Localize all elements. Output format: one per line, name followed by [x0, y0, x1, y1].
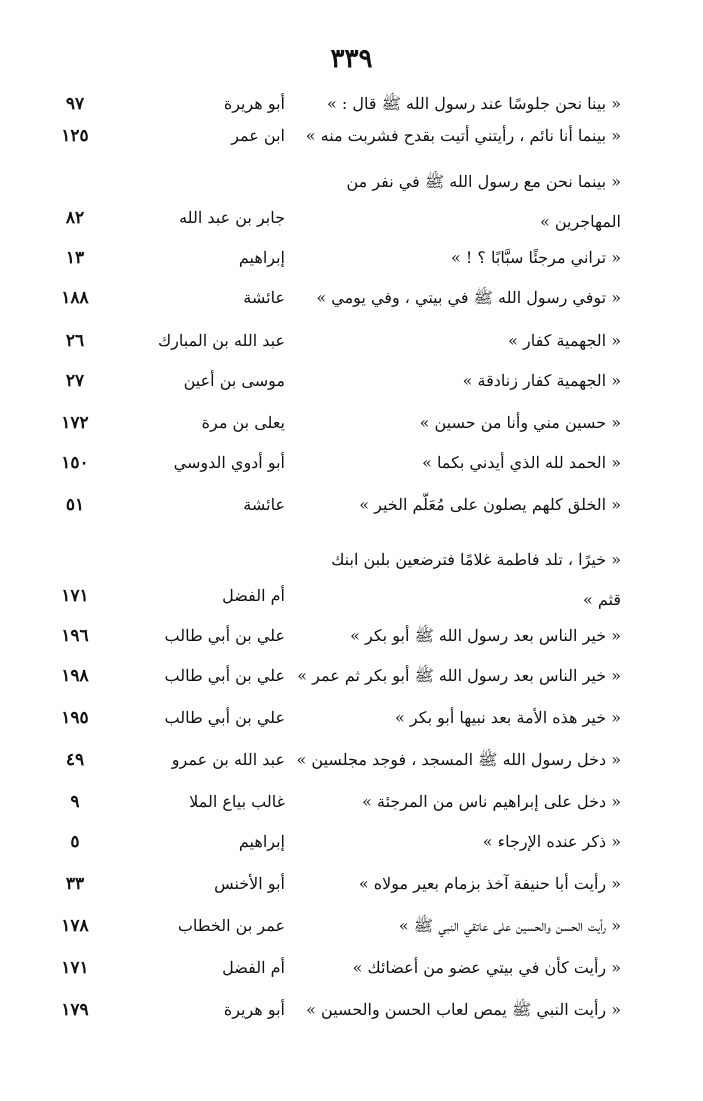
page-reference: ١٣: [65, 248, 85, 268]
page-reference: ١٧٩: [61, 1000, 89, 1020]
hadith-text: « دخل رسول الله ﷺ المسجد ، فوجد مجلسين »: [296, 750, 621, 769]
narrator-name: أم الفضل: [222, 586, 285, 605]
hadith-text: « بينا نحن جلوسًا عند رسول الله ﷺ قال : »: [327, 94, 621, 113]
page-reference: ٤٩: [65, 750, 85, 770]
hadith-text: « خير الناس بعد رسول الله ﷺ أبو بكر ثم عمر »: [297, 666, 621, 685]
hadith-text: « دخل على إبراهيم ناس من المرجئة »: [362, 792, 621, 811]
hadith-text: « الحمد لله الذي أيدني بكما »: [422, 453, 621, 472]
hadith-text: « خير هذه الأمة بعد نبيها أبو بكر »: [395, 708, 621, 727]
hadith-text: « بينما نحن مع رسول الله ﷺ في نفر من المهاجرين »: [346, 172, 621, 231]
narrator-name: عبد الله بن عمرو: [171, 750, 285, 769]
narrator-name: ابن عمر: [231, 126, 285, 145]
narrator-name: عائشة: [243, 495, 285, 514]
hadith-text: « رأيت الحسن والحسين على عاتقي النبي ﷺ »: [398, 916, 621, 935]
page-reference: ١٩٥: [61, 708, 89, 728]
narrator-name: علي بن أبي طالب: [164, 666, 285, 685]
page-reference: ١٢٥: [61, 126, 89, 146]
page-reference: ٢٧: [65, 371, 85, 391]
narrator-name: إبراهيم: [238, 832, 285, 851]
narrator-name: موسى بن أعين: [183, 371, 285, 390]
page-number: ٣٣٩: [330, 44, 373, 74]
hadith-text: « توفي رسول الله ﷺ في بيتي ، وفي يومي »: [316, 288, 621, 307]
page-reference: ١٩٨: [61, 666, 89, 686]
page-reference: ١٧١: [61, 586, 89, 606]
narrator-name: يعلى بن مرة: [201, 413, 285, 432]
narrator-name: إبراهيم: [238, 248, 285, 267]
page-reference: ١٨٨: [61, 288, 89, 308]
narrator-name: علي بن أبي طالب: [164, 708, 285, 727]
hadith-text: « ذكر عنده الإرجاء »: [482, 832, 621, 851]
page-reference: ٥١: [65, 495, 85, 515]
page-reference: ١٧٢: [61, 413, 89, 433]
hadith-text: « تراني مرجئًا سبَّابًا ؟ ! »: [451, 248, 621, 267]
narrator-name: غالب بياع الملا: [189, 792, 285, 811]
narrator-name: أم الفضل: [222, 958, 285, 977]
hadith-text: « خيرًا ، تلد فاطمة غلامًا فترضعين بلبن ابنك قثم »: [331, 550, 621, 609]
page-reference: ٢٦: [65, 331, 85, 351]
hadith-text: « رأيت كأن في بيتي عضو من أعضائك »: [352, 958, 621, 977]
hadith-text: « حسين مني وأنا من حسين »: [419, 413, 621, 432]
hadith-text: « خير الناس بعد رسول الله ﷺ أبو بكر »: [350, 626, 621, 645]
page-reference: ١٥٠: [61, 453, 89, 473]
narrator-name: جابر بن عبد الله: [179, 208, 285, 227]
hadith-text: « رأيت أبا حنيفة آخذ بزمام بعير مولاه »: [358, 874, 621, 893]
hadith-text: « رأيت النبي ﷺ يمص لعاب الحسن والحسين »: [306, 1000, 621, 1019]
narrator-name: أبو هريرة: [223, 1000, 285, 1019]
hadith-text: « الخلق كلهم يصلون على مُعَلّم الخير »: [359, 495, 621, 514]
hadith-text: « الجهمية كفار »: [508, 331, 621, 350]
page-reference: ٨٢: [65, 208, 85, 228]
narrator-name: عمر بن الخطاب: [177, 916, 285, 935]
page-reference: ٩٧: [65, 94, 85, 114]
page-reference: ١٩٦: [61, 626, 89, 646]
page-reference: ٥: [70, 832, 80, 852]
page-reference: ١٧٨: [61, 916, 89, 936]
narrator-name: علي بن أبي طالب: [164, 626, 285, 645]
narrator-name: عائشة: [243, 288, 285, 307]
hadith-text: « بينما أنا نائم ، رأيتني أتيت بقدح فشربت منه »: [305, 126, 621, 145]
page-reference: ٣٣: [65, 874, 85, 894]
narrator-name: عبد الله بن المبارك: [157, 331, 285, 350]
page-reference: ٩: [70, 792, 80, 812]
narrator-name: أبو هريرة: [223, 94, 285, 113]
page-reference: ١٧١: [61, 958, 89, 978]
narrator-name: أبو أدوي الدوسي: [173, 453, 285, 472]
narrator-name: أبو الأخنس: [214, 874, 285, 893]
hadith-text: « الجهمية كفار زنادقة »: [462, 371, 621, 390]
